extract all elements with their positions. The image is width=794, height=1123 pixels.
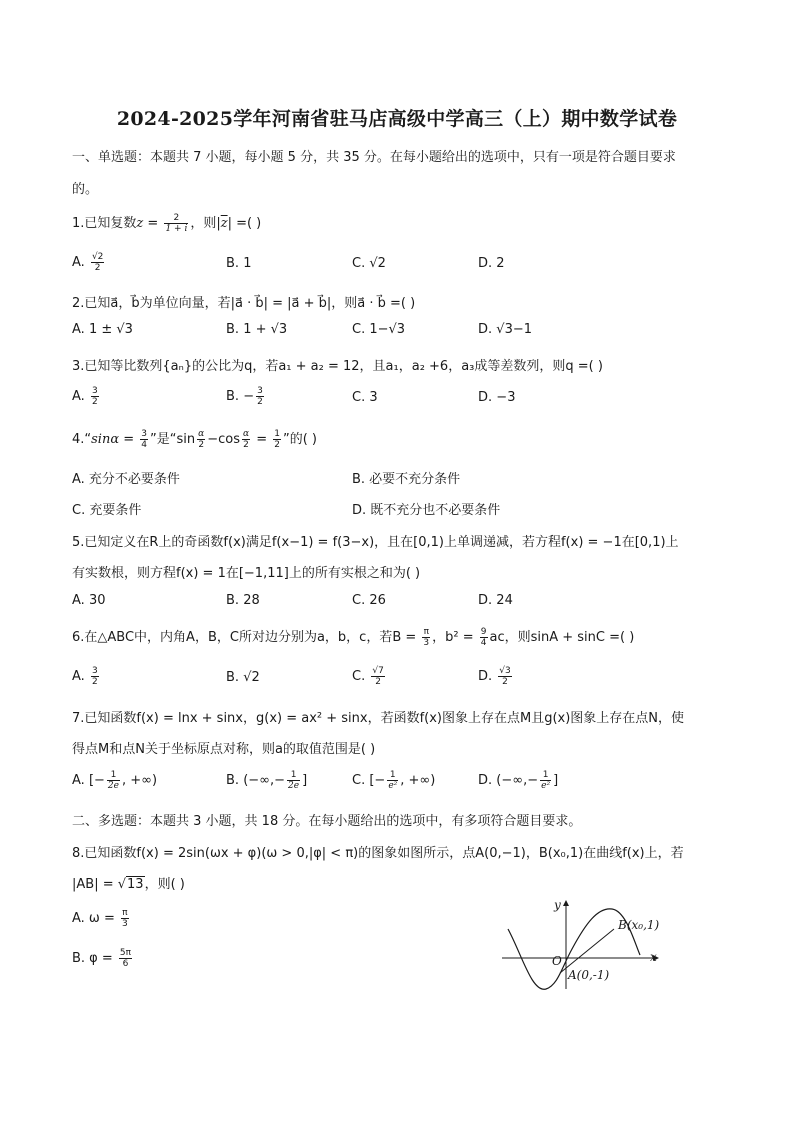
q6-option-a[interactable]: A. $\frac{3}{2}$ (72, 666, 98, 687)
q1-tail: | =( ) (227, 216, 262, 231)
origin-label: O (552, 954, 562, 968)
q4-option-d[interactable]: D. 既不充分也不必要条件 (352, 503, 501, 518)
question-3: 3.已知等比数列{aₙ}的公比为q，若a₁ + a₂ = 12，且a₁，a₂ +6，a₃成等差数列，则q =( ) (72, 359, 603, 374)
question-2: 2.已知a⃗，b⃗为单位向量，若|a⃗ · b⃗| = |a⃗ + b⃗|，则a⃗ · b⃗ =( ) (72, 296, 416, 311)
q8-option-b[interactable]: B. φ = $\frac{5\pi}{6}$ (72, 948, 132, 969)
question-7-line1: 7.已知函数f(x) = lnx + sinx，g(x) = ax² + sinx，若函数f(x)图象上存在点M且g(x)图象上存在点N，使 (72, 711, 685, 726)
q4-option-c[interactable]: C. 充要条件 (72, 503, 142, 518)
q1-option-c[interactable]: C. √2 (352, 256, 386, 271)
q1-eq: = (143, 216, 163, 231)
q3-option-b[interactable]: B. − $\frac{3}{2}$ (226, 386, 263, 407)
question-8-line2: |AB| = √13，则( ) (72, 877, 185, 892)
q1-option-d[interactable]: D. 2 (478, 256, 505, 271)
question-5-line2: 有实数根，则方程f(x) = 1在[−1,11]上的所有实根之和为( ) (72, 566, 421, 581)
q1-z: z (136, 216, 144, 231)
q1-option-a[interactable]: A. $\frac{√2}{2}$ (72, 252, 104, 273)
q2-option-a[interactable]: A. 1 ± √3 (72, 322, 133, 337)
point-b-label: B(x₀,1) (618, 918, 660, 932)
q7-option-c[interactable]: C. [− $\frac{1}{\text{e²}}$ , +∞) (352, 770, 436, 791)
q2-option-c[interactable]: C. 1−√3 (352, 322, 406, 337)
q1-fraction: $\frac{2}{1 + i}$ (165, 213, 188, 234)
section-single-choice-line2: 的。 (72, 182, 99, 197)
question-4: 4.“sinα = $\frac{3}{4}$ ”是“sin $\frac{\alpha}{2}$ −cos $\frac{\alpha}{2}$ = $\frac{1}{2}$ ”的( ) (72, 429, 317, 450)
q1-pre: 已知复数 (84, 216, 137, 231)
point-a-label: A(0,-1) (568, 968, 610, 982)
q5-option-b[interactable]: B. 28 (226, 593, 260, 608)
q7-option-a[interactable]: A. [− $\frac{1}{2e}$ , +∞) (72, 770, 158, 791)
q8-option-a[interactable]: A. ω = $\frac{\pi}{3}$ (72, 908, 128, 929)
q3-option-c[interactable]: C. 3 (352, 390, 378, 405)
section-multiple-choice: 二、多选题：本题共 3 小题，共 18 分。在每小题给出的选项中，有多项符合题目要求。 (72, 814, 582, 829)
question-5-line1: 5.已知定义在R上的奇函数f(x)满足f(x−1) = f(3−x)，且在[0,1)上单调递减，若方程f(x) = −1在[0,1)上 (72, 535, 679, 550)
section-single-choice-line1: 一、单选题：本题共 7 小题，每小题 5 分，共 35 分。在每小题给出的选项中，只有一项是符合题目要求 (72, 150, 676, 165)
q2-option-d[interactable]: D. √3−1 (478, 322, 533, 337)
y-axis-label: y (554, 898, 561, 912)
page-title: 2024-2025学年河南省驻马店高级中学高三（上）期中数学试卷 (116, 108, 678, 130)
q6-option-c[interactable]: C. $\frac{√7}{2}$ (352, 666, 384, 687)
q5-option-a[interactable]: A. 30 (72, 593, 106, 608)
q1-zbar: $\overline{z}$ (220, 216, 228, 231)
q3-option-a[interactable]: A. $\frac{3}{2}$ (72, 386, 98, 407)
q6-option-d[interactable]: D. $\frac{√3}{2}$ (478, 666, 511, 687)
q8-sine-graph (500, 895, 680, 995)
segment-ab (560, 929, 614, 973)
q1-mid: ，则| (190, 216, 221, 231)
question-8-line1: 8.已知函数f(x) = 2sin(ωx + φ)(ω > 0,|φ| < π)的图象如图所示，点A(0,−1)，B(x₀,1)在曲线f(x)上，若 (72, 846, 684, 861)
q7-option-b[interactable]: B. (−∞,− $\frac{1}{2e}$ ] (226, 770, 308, 791)
q1-number: 1. (72, 216, 85, 231)
q1-option-b[interactable]: B. 1 (226, 256, 252, 271)
q4-option-a[interactable]: A. 充分不必要条件 (72, 472, 180, 487)
question-6: 6.在△ABC中，内角A，B，C所对边分别为a，b，c，若B = $\frac{\pi}{3}$ ，b² = $\frac{9}{4}$ ac，则sinA + sinC =( ) (72, 627, 635, 648)
q3-option-d[interactable]: D. −3 (478, 390, 516, 405)
q5-option-c[interactable]: C. 26 (352, 593, 386, 608)
q2-option-b[interactable]: B. 1 + √3 (226, 322, 288, 337)
q7-option-d[interactable]: D. (−∞,− $\frac{1}{\text{e²}}$ ] (478, 770, 559, 791)
q4-option-b[interactable]: B. 必要不充分条件 (352, 472, 461, 487)
x-axis-label: x (650, 950, 657, 964)
q5-option-d[interactable]: D. 24 (478, 593, 513, 608)
q6-option-b[interactable]: B. √2 (226, 670, 260, 685)
question-7-line2: 得点M和点N关于坐标原点对称，则a的取值范围是( ) (72, 742, 376, 757)
question-1 (72, 212, 261, 234)
